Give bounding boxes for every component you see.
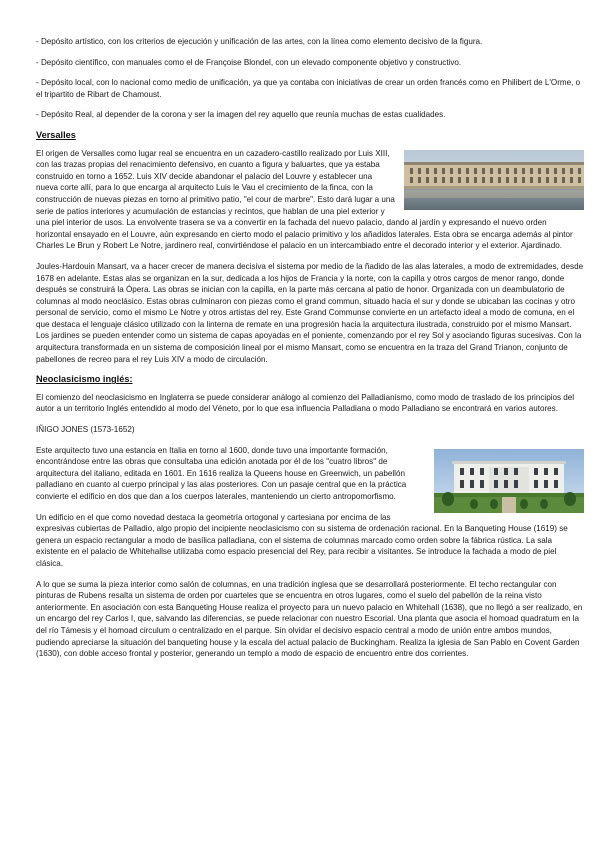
bullet-deposito-cientifico: - Depósito científico, con manuales como el de Françoise Blondel, con un elevado componente objetivo y constructivo.	[36, 57, 462, 67]
section-heading-versalles: Versalles	[36, 129, 76, 140]
neoclasicismo-paragraph-1: El comienzo del neoclasicismo en Inglaterra se puede considerar análogo al comienzo del Palladianismo, como modo de traslado de los principios del autor a un territorio Inglés entendido al modo del Véneto, por lo que esa influencia Palladiana o modo Palladiano se encontrará en varios autores.	[36, 392, 575, 414]
bullet-deposito-local: - Depósito local, con lo nacional como medio de unificación, ya que ya contaba con iniciativas de crear un orden francés como en Philibert de L'Orme, o el tripartito de Ribart de Chamoust.	[36, 78, 581, 99]
subheading-inigo-jones: IÑIGO JONES (1573-1652)	[36, 425, 135, 435]
versalles-paragraph-1: El origen de Versalles como lugar real se encuentra en un cazadero-castillo realizado por Luis XIII, con las trazas propias del renacimiento defensivo, en cuanto a figura y baluartes, que ya estaba construido en torno a 1652. Luis XIV decide abandonar el palacio del Louvre y establecer una nueva corte allí, para lo que encarga al arquitecto Luis le Vau el crecimiento de la finca, con la construcción de nuevas piezas en torno al primitivo patio, "el cour de marbre". Esto dará lugar a una serie de patios interiores y acumulación de estancias y recintos, que hablan de una piel exterior y una piel interior de usos. La envolvente trasera se va a convertir en la fachada del nuevo palacio, dando al jardín y expresando el nuevo orden horizontal ensayado en el Louvre, aún expresando en cierto modo el palacio primitivo y los añadidos laterales. Esta obra se encarga además al pintor Charles Le Brun y Robert Le Notre, jardinero real, convirtiéndose el palacio en un intercambiado entre el decorado interior y el exterior. Ajardinado.	[36, 148, 573, 251]
neoclasicismo-paragraph-3: Un edificio en el que como novedad destaca la geometría ortogonal y cartesiana por encima de las expresivas cubiertas de Palladio, algo propio del incipiente neoclasicismo con su sistema de ordenación racional. En la Banqueting House (1619) se genera un espacio rectangular a modo de basílica palladiana, con el sistema de columnas marcado como orden sobre la fábrica rústica. La sala existente en el palacio de Whitehallse utilizaba como espacio presencial del Rey, para recibir a visitantes. Se introduce la fachada a modo de piel clásica.	[36, 512, 568, 568]
versalles-paragraph-2: Joules-Hardouin Mansart, va a hacer crecer de manera decisiva el sistema por medio de la ñadido de las alas laterales, a modo de extremidades, desde 1678 en adelante. Estas alas se organizan en la sur, dedicada a los hijos de Francia y la norte, con la capilla y otros cargos de menor rango, donde después se construirá la Ópera. Las obras se inician con la capilla, en la parte más cercana al patio de honor. Organizada con un deambulatorio de columnas al modo neoclásico. Estas obras culminaron con piezas como el grand commun, situado hacia el sur y donde se ubicaban las cocinas y otro personal de servicio, como el mismo Le Notre y otros artistas del rey. Este Grand Communse convierte en un artefacto ideal a modo de comuna, en el que destaca el lenguaje clásico utilizado con la linterna de remate en una progresión hacia la arquitectura ilustrada, construido por el mismo Mansart. Los jardines se pueden entender como un sistema de capas apoyadas en el poniente, comenzando por el rey Sol y asociando figuras sucesivas. Con la arquitectura transformada en un sistema de composición lineal por el mismo Mansart, como se encuentra en la traza del Grand Trianon, conjunto de pabellones de recreo para el rey Luis XIV a modo de circulación.	[36, 261, 584, 364]
bullet-deposito-artistico: - Depósito artístico, con los criterios de ejecución y unificación de las artes, con la línea como elemento decisivo de la figura.	[36, 37, 483, 46]
versailles-palace-photo	[404, 150, 584, 210]
neoclasicismo-paragraph-4: A lo que se suma la pieza interior como salón de columnas, en una tradición inglesa que se desarrollará posteriormente. El techo rectangular con pinturas de Rubens resalta un sistema de orden por cuarteles que se encuentra en otros lugares, como el suelo del pabellón de la reina visto anteriormente. En asociación con esta Banqueting House realiza el proyecto para un nuevo palacio en Whitehall (1638), que no llegó a ser realizado, en un encargo del rey Carlos I, que, salvando las diferencias, se puede relacionar con nuestro Escorial. Una planta que asocia el homoad quadratum en la del río Támesis y el homoad circulum o centralizado en el parque. Sin olvidar el decisivo espacio central a modo de unión entre ambos mundos, pudiendo apreciarse la situación del banqueting house y la escala del actual palacio de Buckingham. Realiza la iglesia de San Pablo en Covent Garden (1630), con doble acceso frontal y posterior, generando un templo a modo de espacio de encuentro entre dos corrientes.	[36, 579, 583, 659]
neoclasicismo-paragraph-2: Este arquitecto tuvo una estancia en Italia en torno al 1600, donde tuvo una importante formación, encontrándose entre las obras que consultaba una edición anotada por él de los "cuatro libros" de arquitectura del italiano, editada en 1601. En 1616 realiza la Queens house en Greenwich, un pabellón palladiano en cuanto al cuerpo principal y las alas posteriores. Con un pasaje central que en la práctica convierte el edificio en dos que dan a los cuerpos laterales, manteniendo un cierto antropomorfismo.	[36, 445, 407, 501]
section-heading-neoclasicismo: Neoclasicismo inglés:	[36, 374, 133, 385]
document-page	[36, 36, 584, 669]
bullet-deposito-real: - Depósito Real, al depender de la corona y ser la imagen del rey aquello que reunía muchas de estas cualidades.	[36, 110, 446, 120]
queens-house-photo	[434, 449, 584, 513]
